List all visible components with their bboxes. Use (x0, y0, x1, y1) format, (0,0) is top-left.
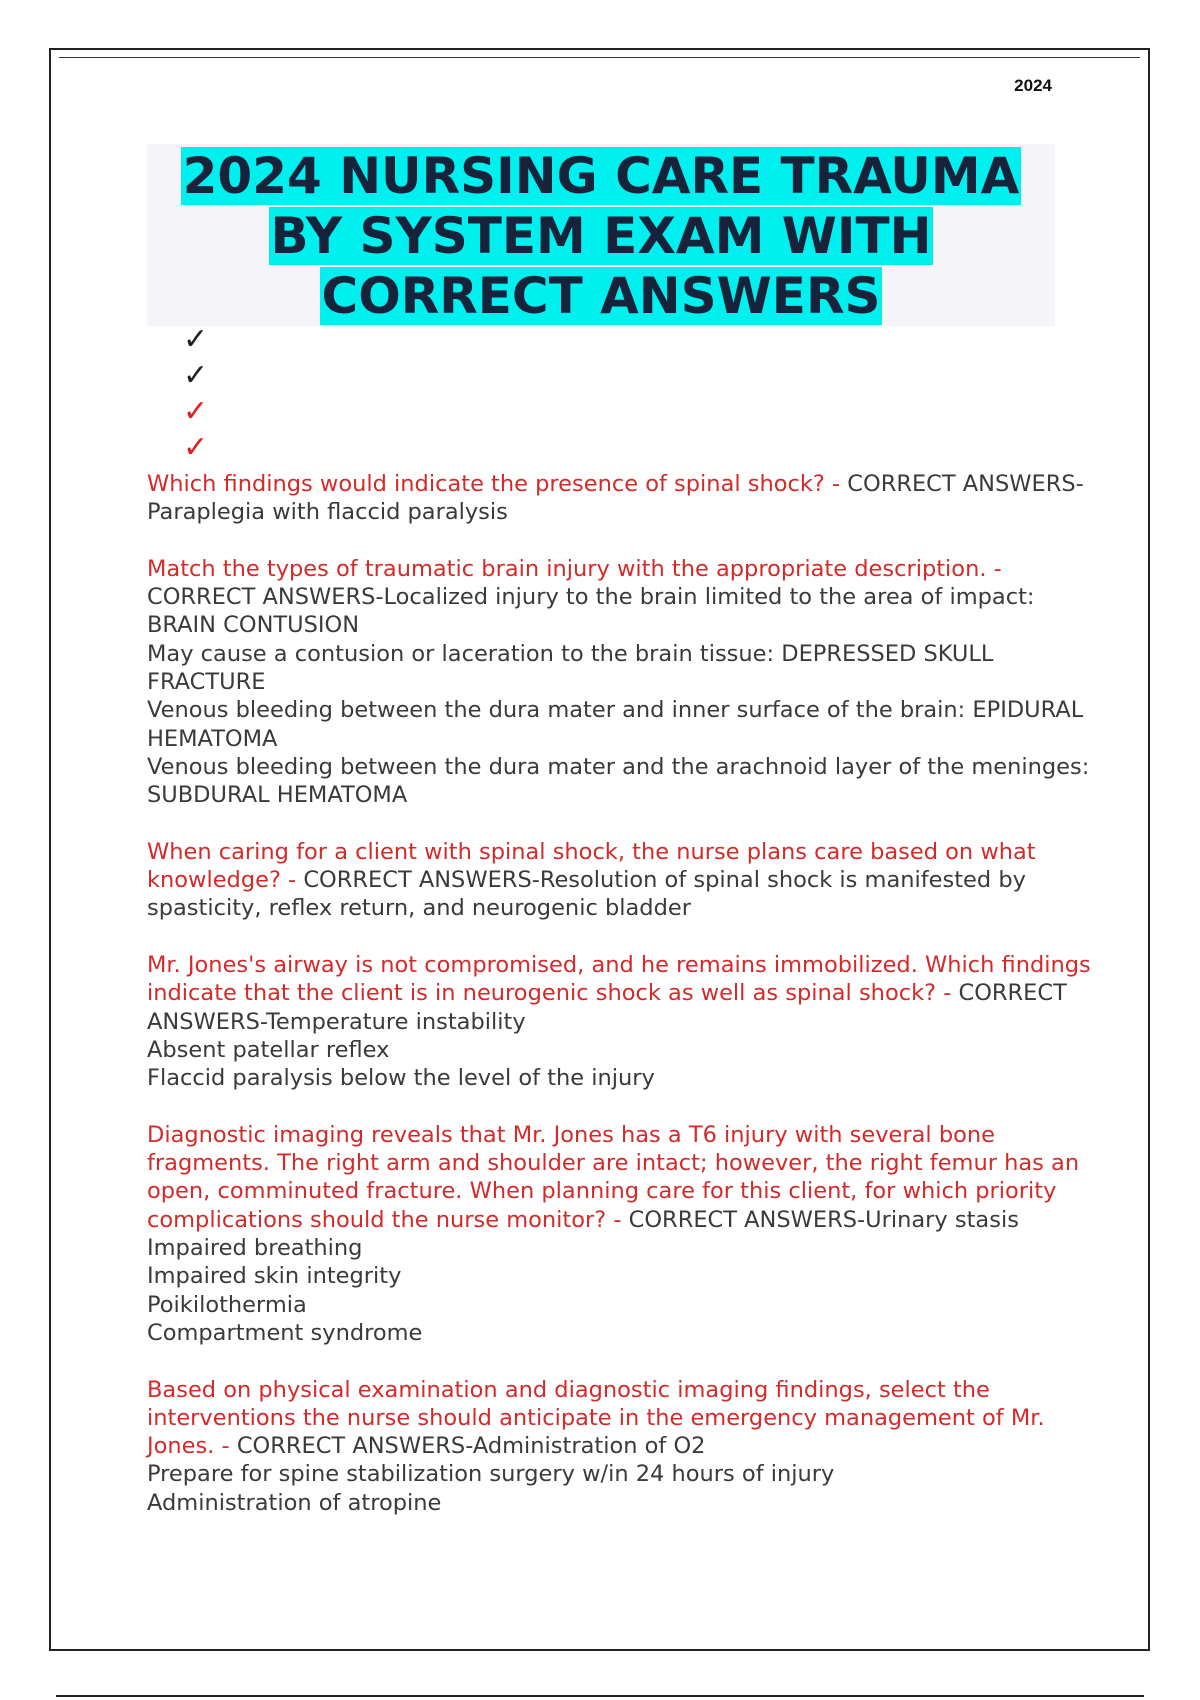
answer-text: CORRECT ANSWERS-Resolution of spinal shock is manifested by spasticity, reflex return, and neurogenic bladder (147, 867, 1026, 922)
checkmark-icon: ✓ (183, 322, 209, 357)
answer-line: May cause a contusion or laceration to the brain tissue: DEPRESSED SKULL FRACTURE (147, 640, 994, 696)
qa-item (147, 838, 1107, 923)
answer-line: Compartment syndrome (147, 1319, 423, 1346)
question-text: Which findings would indicate the presence of spinal shock? - (147, 471, 848, 497)
question-text: Based on physical examination and diagnostic imaging findings, select the interventions the nurse should anticipate in the emergency management of Mr. Jones. - (147, 1376, 1045, 1460)
answer-text: CORRECT ANSWERS-Temperature instability (147, 980, 1067, 1035)
question-text: When caring for a client with spinal shock, the nurse plans care based on what knowledge? - (147, 838, 1036, 894)
document-title (147, 144, 1055, 326)
qa-item (147, 1121, 1107, 1347)
checkmark-list (183, 322, 208, 466)
qa-item (147, 1376, 1107, 1517)
answer-line: Impaired breathing (147, 1235, 363, 1262)
answer-text: CORRECT ANSWERS-Urinary stasis (628, 1206, 1019, 1233)
checkmark-icon: ✓ (183, 394, 209, 429)
answer-line: Poikilothermia (147, 1291, 307, 1318)
checkmark-icon: ✓ (183, 430, 209, 465)
answer-line: Flaccid paralysis below the level of the injury (147, 1065, 655, 1092)
answer-line: Administration of atropine (147, 1489, 442, 1516)
title-highlight: 2024 NURSING CARE TRAUMA BY SYSTEM EXAM WITH CORRECT ANSWERS (182, 147, 1020, 325)
qa-content (147, 470, 1107, 1545)
checkmark-icon: ✓ (183, 358, 209, 393)
question-text: Match the types of traumatic brain injury with the appropriate description. - (147, 555, 1002, 582)
question-text: Mr. Jones's airway is not compromised, and he remains immobilized. Which findings indicate that the client is in neurogenic shock as well as spinal shock? - (147, 952, 1091, 1007)
qa-item (147, 951, 1107, 1092)
qa-item (147, 470, 1107, 527)
page-frame (49, 48, 1150, 1651)
answer-line: Absent patellar reflex (147, 1036, 390, 1063)
answer-line: Venous bleeding between the dura mater and inner surface of the brain: EPIDURAL HEMATOMA (147, 697, 1084, 752)
top-rule (59, 57, 1140, 58)
answer-line: Impaired skin integrity (147, 1263, 402, 1290)
answer-text: CORRECT ANSWERS-Localized injury to the brain limited to the area of impact: BRAIN CONTUSION (147, 584, 1035, 639)
bottom-rule (56, 1695, 1144, 1697)
qa-item (147, 555, 1107, 810)
answer-line: Prepare for spine stabilization surgery w/in 24 hours of injury (147, 1461, 835, 1488)
question-text: Diagnostic imaging reveals that Mr. Jones has a T6 injury with several bone fragments. The right arm and shoulder are intact; however, the right femur has an open, comminuted fracture. When planning care for this client, for which priority complications should the nurse monitor? - (147, 1121, 1080, 1233)
title-panel (147, 144, 1055, 326)
answer-text: CORRECT ANSWERS-Paraplegia with flaccid paralysis (147, 471, 1084, 526)
header-year: 2024 (1014, 76, 1052, 95)
answer-line: Venous bleeding between the dura mater and the arachnoid layer of the meninges: SUBDURAL HEMATOMA (147, 753, 1090, 809)
answer-text: CORRECT ANSWERS-Administration of O2 (236, 1433, 706, 1460)
